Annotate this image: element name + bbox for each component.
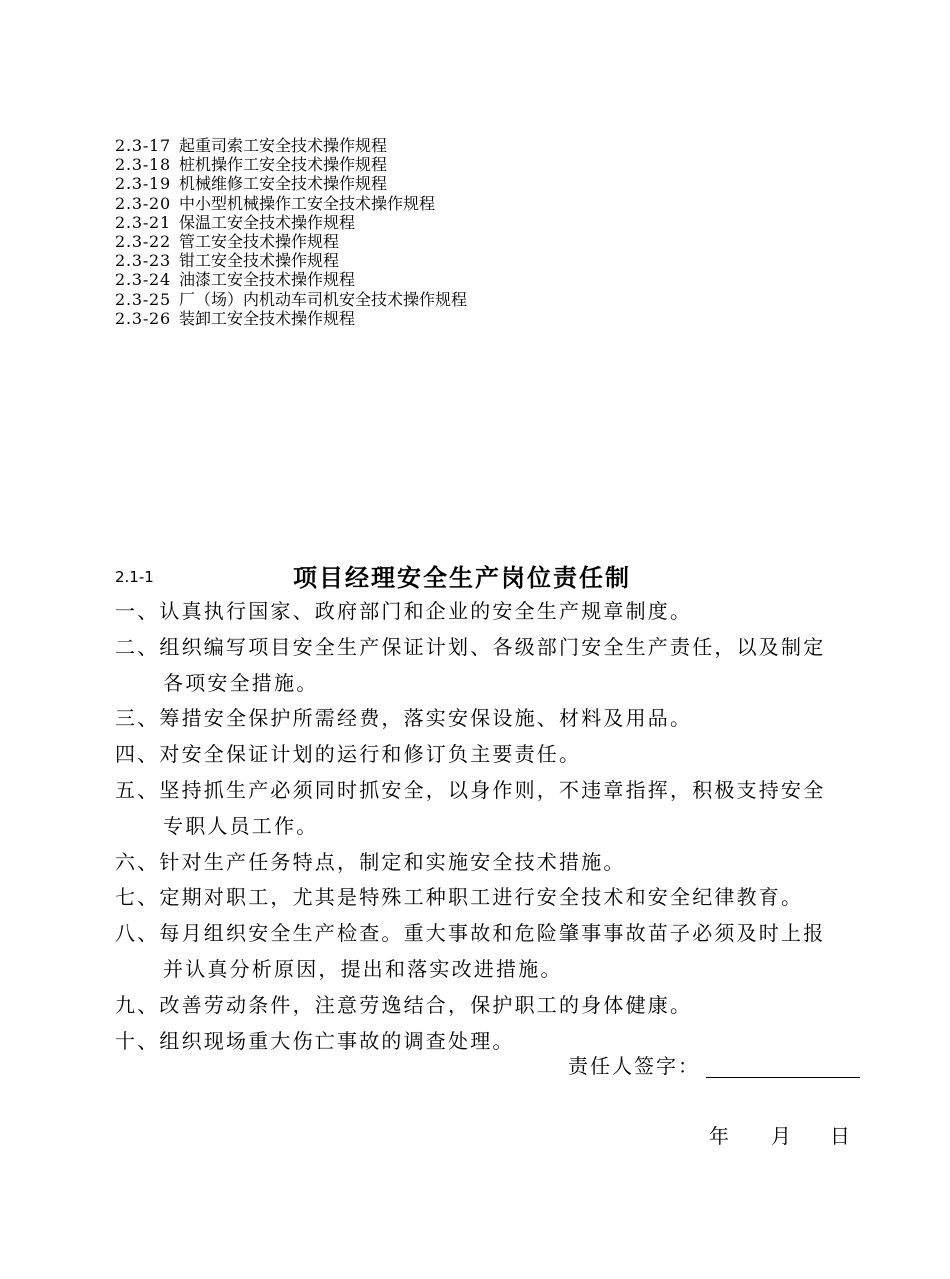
toc-item-number: 2.3-19 bbox=[115, 174, 172, 194]
document-header bbox=[115, 558, 865, 594]
toc-item-title: 中小型机械操作工安全技术操作规程 bbox=[179, 193, 436, 213]
duty-text: 八、每月组织安全生产检查。重大事故和危险肇事事故苗子必须及时上报 bbox=[115, 921, 826, 946]
duty-text: 七、定期对职工，尤其是特殊工种职工进行安全技术和安全纪律教育。 bbox=[115, 885, 804, 910]
toc-item-number: 2.3-24 bbox=[115, 270, 172, 290]
toc-item-number: 2.3-21 bbox=[115, 212, 172, 232]
toc-item bbox=[115, 270, 815, 289]
toc-item-title: 起重司索工安全技术操作规程 bbox=[179, 136, 388, 155]
document-title: 项目经理安全生产岗位责任制 bbox=[293, 564, 631, 592]
duty-item bbox=[115, 701, 865, 737]
duty-text: 五、坚持抓生产必须同时抓安全，以身作则，不违章指挥，积极支持安全 bbox=[115, 777, 826, 802]
duty-text: 二、组织编写项目安全生产保证计划、各级部门安全生产责任，以及制定 bbox=[115, 634, 826, 659]
toc-item-number: 2.3-25 bbox=[115, 289, 172, 309]
toc-item bbox=[115, 174, 815, 193]
toc-item-title: 装卸工安全技术操作规程 bbox=[179, 308, 356, 328]
toc-item bbox=[115, 232, 815, 251]
duty-item bbox=[115, 773, 865, 845]
toc-item-title: 厂（场）内机动车司机安全技术操作规程 bbox=[179, 289, 468, 309]
toc-item bbox=[115, 136, 815, 155]
date-year-label: 年 bbox=[709, 1124, 729, 1148]
duty-text-continued: 各项安全措施。 bbox=[163, 670, 319, 695]
duty-item bbox=[115, 630, 865, 702]
toc-list bbox=[115, 136, 815, 328]
duty-text-continued: 并认真分析原因，提出和落实改进措施。 bbox=[163, 956, 563, 981]
signature-label: 责任人签字： bbox=[568, 1054, 700, 1078]
responsibility-document bbox=[115, 558, 865, 1059]
toc-item-title: 油漆工安全技术操作规程 bbox=[179, 270, 356, 290]
toc-item bbox=[115, 290, 815, 309]
duty-item bbox=[115, 737, 865, 773]
toc-item-number: 2.3-18 bbox=[115, 155, 172, 175]
duty-text: 十、组织现场重大伤亡事故的调查处理。 bbox=[115, 1028, 515, 1053]
duty-text: 一、认真执行国家、政府部门和企业的安全生产规章制度。 bbox=[115, 599, 693, 623]
toc-item-title: 机械维修工安全技术操作规程 bbox=[179, 174, 388, 194]
date-month-label: 月 bbox=[771, 1124, 791, 1148]
duty-list bbox=[115, 594, 865, 1059]
signature-line[interactable] bbox=[706, 1077, 860, 1078]
date-day-label: 日 bbox=[830, 1124, 850, 1148]
toc-item-number: 2.3-22 bbox=[115, 232, 172, 252]
duty-item bbox=[115, 594, 865, 630]
toc-item-number: 2.3-26 bbox=[115, 308, 172, 328]
toc-item-title: 保温工安全技术操作规程 bbox=[179, 212, 356, 232]
toc-item-title: 桩机操作工安全技术操作规程 bbox=[179, 155, 388, 175]
duty-text: 三、筹措安全保护所需经费，落实安保设施、材料及用品。 bbox=[115, 706, 693, 731]
toc-item-title: 管工安全技术操作规程 bbox=[179, 232, 340, 252]
duty-item bbox=[115, 916, 865, 988]
duty-item bbox=[115, 988, 865, 1024]
duty-text-continued: 专职人员工作。 bbox=[163, 813, 319, 838]
document-code: 2.1-1 bbox=[115, 568, 154, 586]
toc-item bbox=[115, 213, 815, 232]
duty-text: 四、对安全保证计划的运行和修订负主要责任。 bbox=[115, 742, 582, 767]
toc-item-number: 2.3-23 bbox=[115, 251, 172, 271]
toc-item-number: 2.3-17 bbox=[115, 136, 172, 155]
duty-text: 九、改善劳动条件，注意劳逸结合，保护职工的身体健康。 bbox=[115, 992, 693, 1017]
duty-item bbox=[115, 1024, 865, 1060]
toc-item-title: 钳工安全技术操作规程 bbox=[179, 251, 340, 271]
duty-item bbox=[115, 880, 865, 916]
duty-item bbox=[115, 845, 865, 881]
date-row bbox=[709, 1120, 850, 1149]
toc-item bbox=[115, 155, 815, 174]
toc-item-number: 2.3-20 bbox=[115, 193, 172, 213]
toc-item bbox=[115, 251, 815, 270]
toc-item bbox=[115, 194, 815, 213]
toc-item bbox=[115, 309, 815, 328]
duty-text: 六、针对生产任务特点，制定和实施安全技术措施。 bbox=[115, 849, 626, 874]
